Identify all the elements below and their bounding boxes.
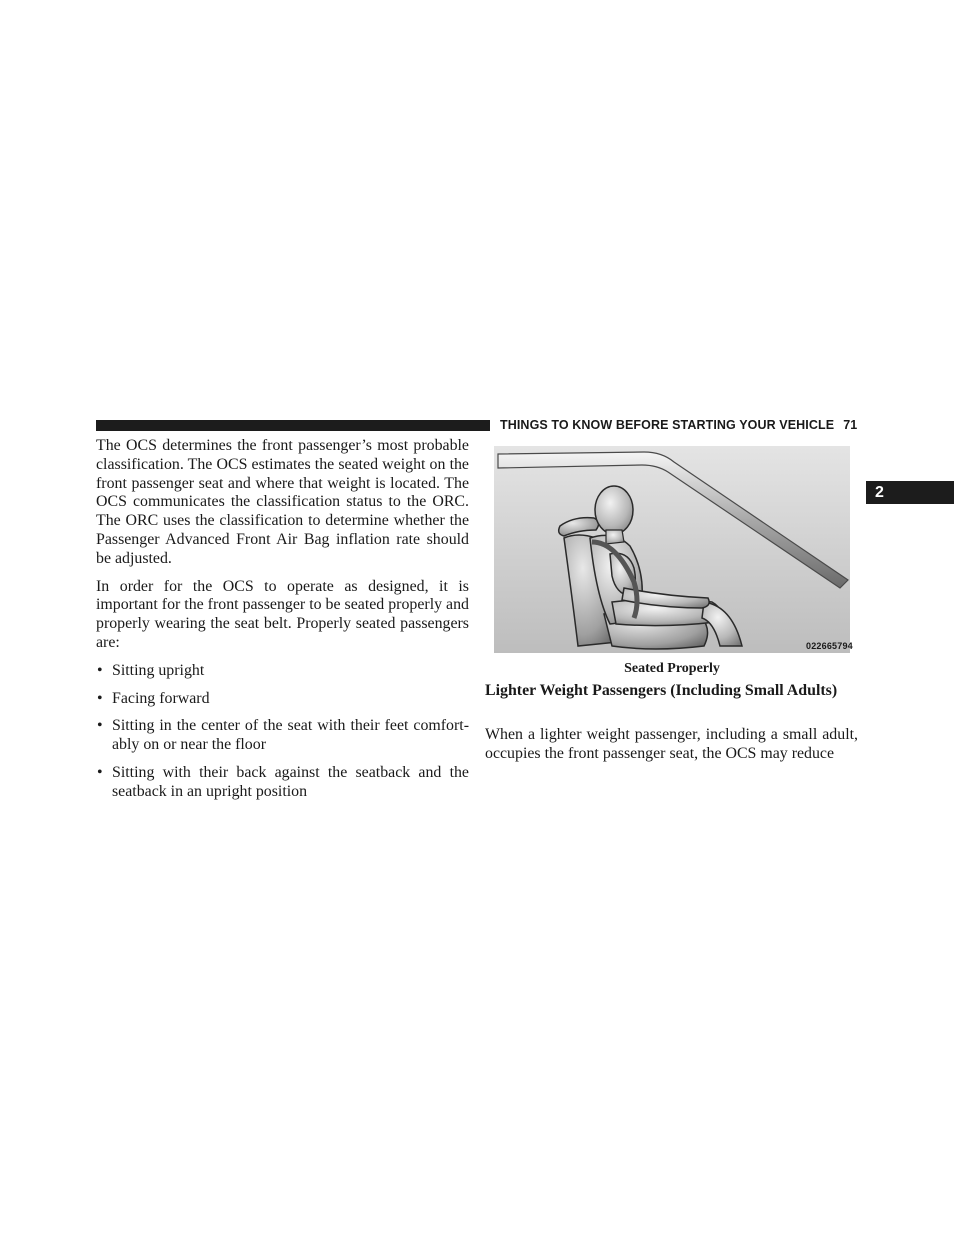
passenger-seated-illustration: [494, 446, 850, 653]
list-item: [96, 690, 469, 709]
bullet-icon: •: [97, 661, 103, 679]
left-column: [96, 437, 469, 811]
bullet-list: [96, 662, 469, 802]
running-header: [500, 418, 857, 432]
list-item: [96, 717, 469, 755]
list-item-text: Sitting in the center of the seat with their feet comfort- ably on or near the floor: [112, 717, 469, 754]
section-title: THINGS TO KNOW BEFORE STARTING YOUR VEHICLE: [500, 418, 835, 432]
page-number: 71: [843, 418, 858, 432]
figure-code: 022665794: [806, 641, 853, 651]
paragraph-ocs-classification: The OCS determines the front passenger’s most probable classification. The OCS estimates the seated weight on the front passenger seat and where that weight is located. The OCS communicates the classification status to the ORC. The ORC uses the classification to determine whether the Passenger Advanced Front Air Bag inflation rate should be adjusted.: [96, 437, 469, 567]
list-item: [96, 662, 469, 681]
list-item-text: Facing forward: [112, 689, 210, 707]
list-item-text: Sitting upright: [112, 661, 205, 679]
section-heading: Lighter Weight Passengers (Including Small Adults): [485, 682, 838, 699]
header-rule: [96, 420, 490, 431]
bullet-icon: •: [97, 717, 103, 735]
section-body: When a lighter weight passenger, including a small adult, occupies the front passenger seat, the OCS may reduce: [485, 726, 858, 762]
list-item: [96, 764, 469, 802]
bullet-icon: •: [97, 689, 103, 707]
list-item-text: Sitting with their back against the seatback and the seatback in an upright position: [112, 763, 469, 800]
figure-caption: Seated Properly: [624, 661, 720, 676]
bullet-icon: •: [97, 763, 103, 781]
seated-properly-illustration: [494, 446, 850, 653]
paragraph-seated-properly: In order for the OCS to operate as designed, it is important for the front passenger to be seated properly and properly wearing the seat belt. Properly seated passengers are:: [96, 577, 469, 651]
chapter-tab: 2: [866, 481, 954, 504]
